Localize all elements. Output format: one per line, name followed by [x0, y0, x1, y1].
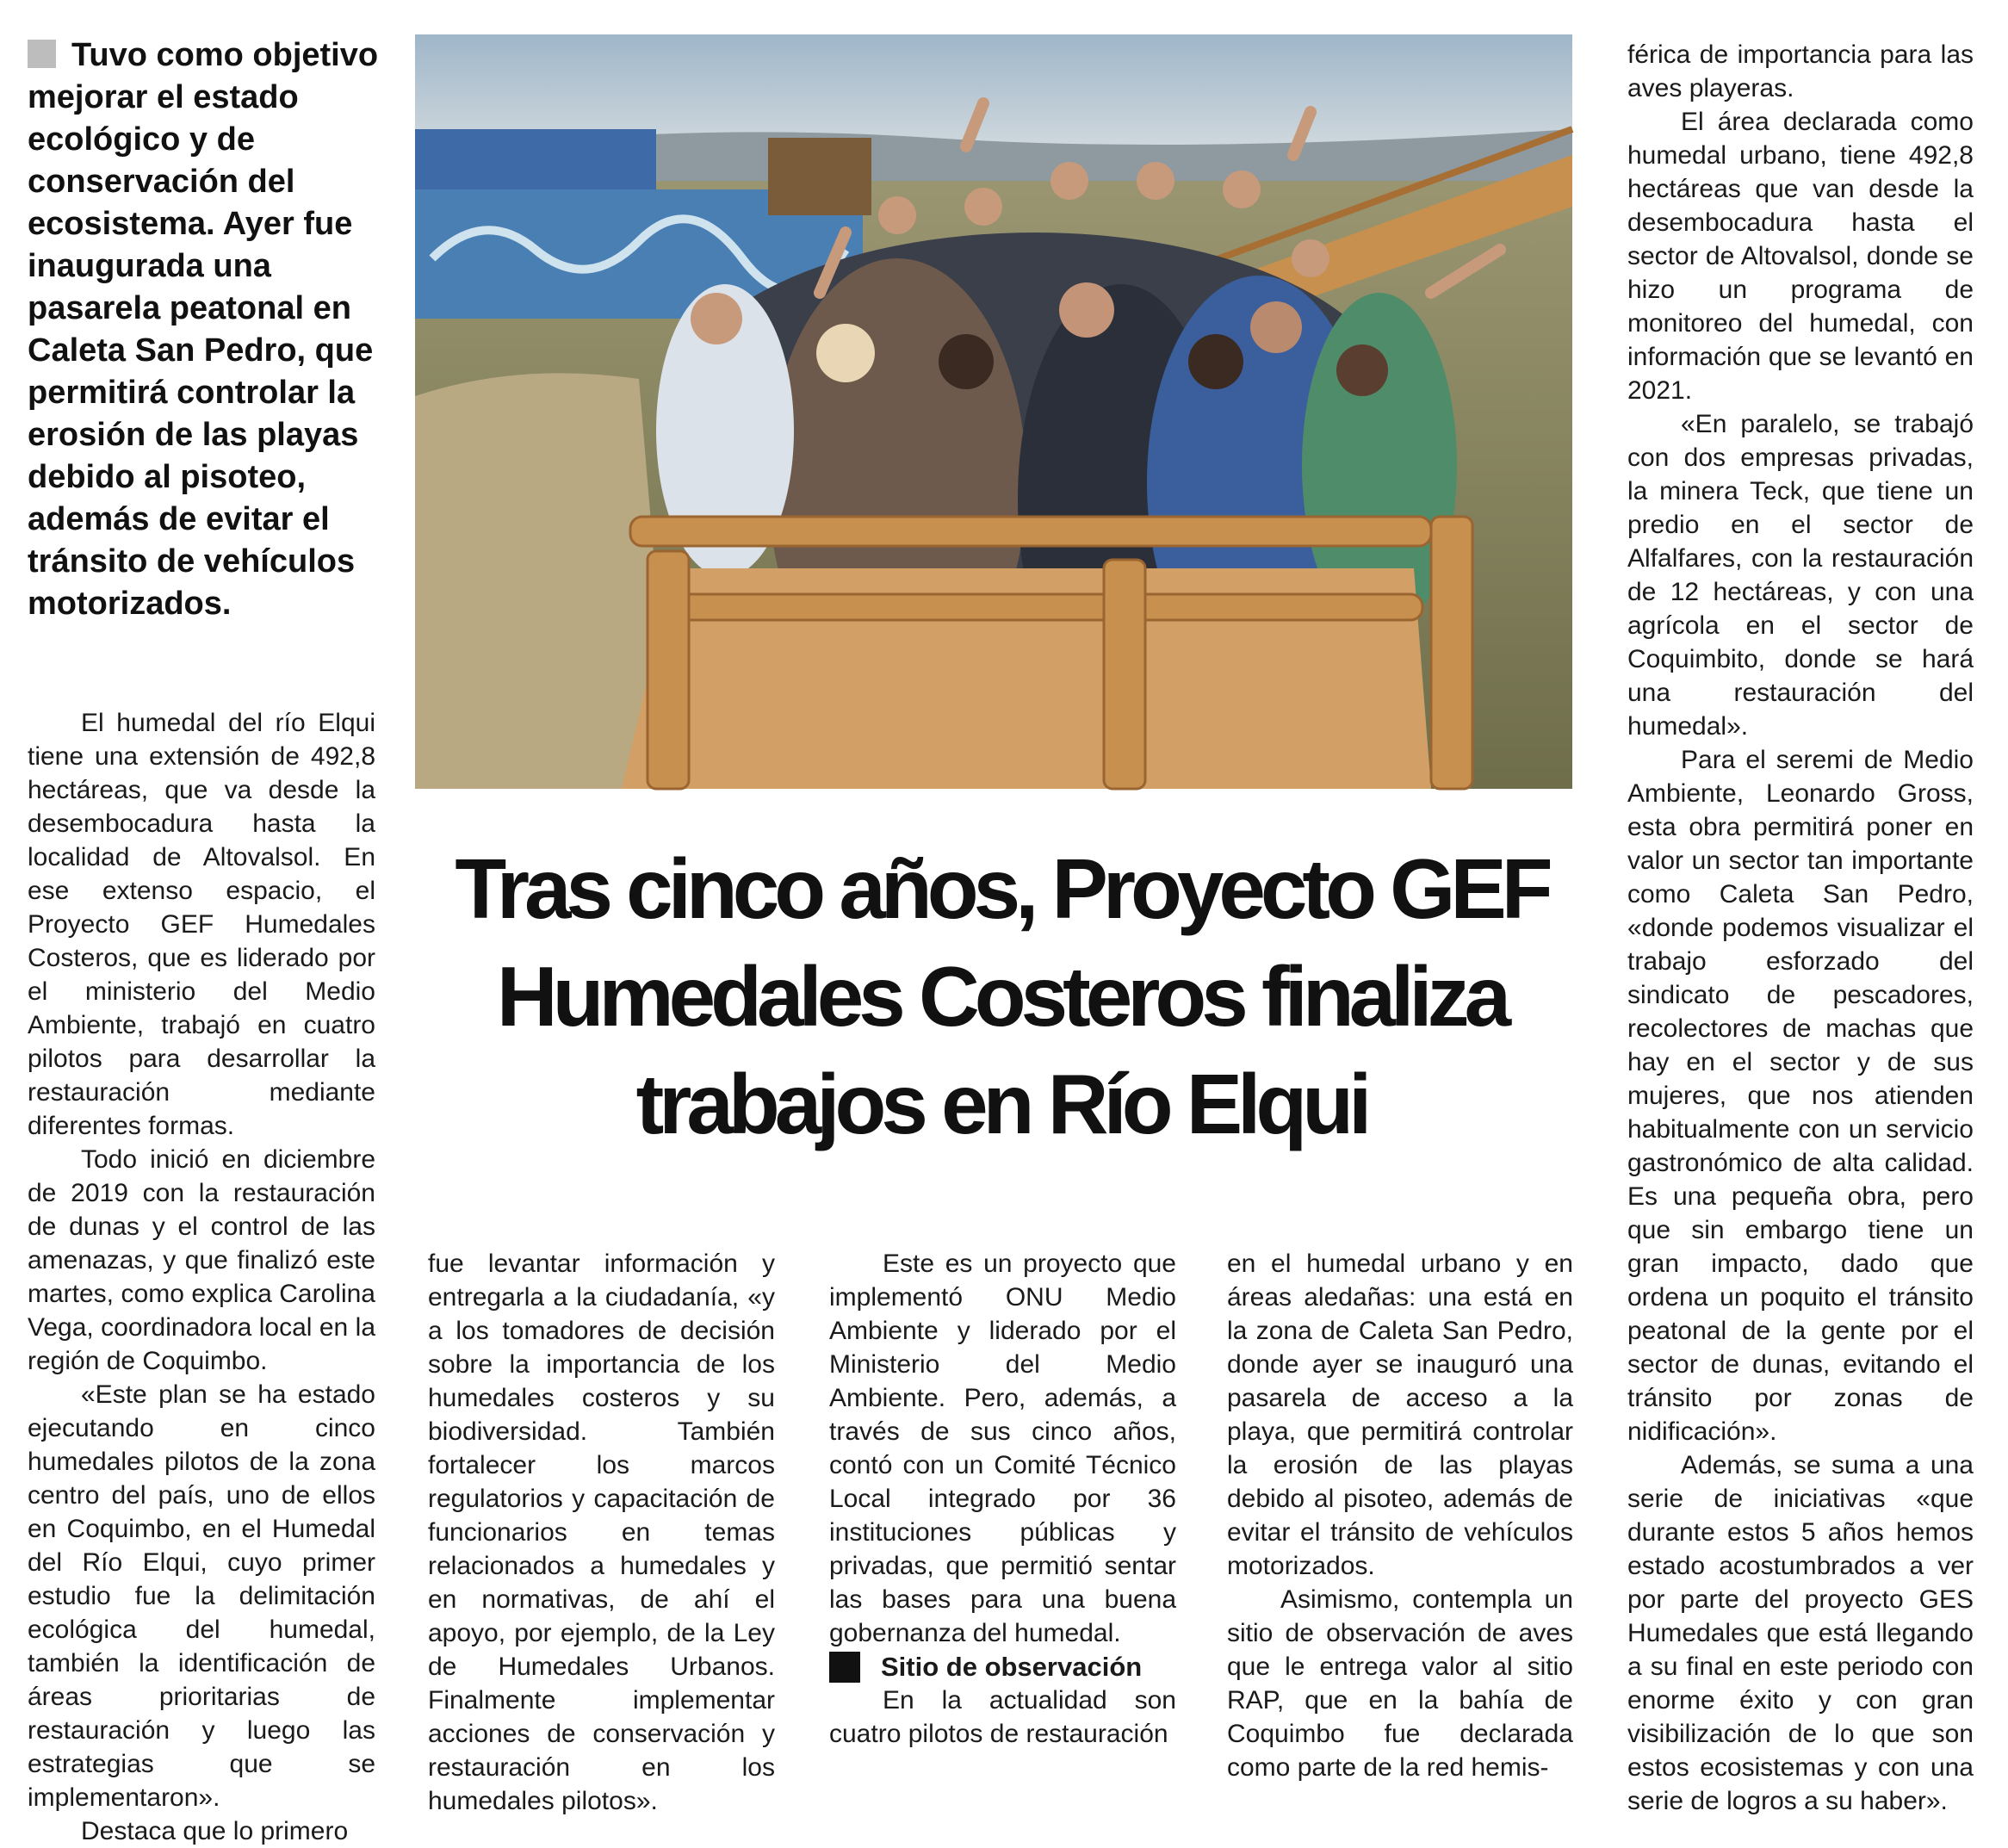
lead-text: Tuvo como objetivo mejorar el estado ecológico y de conservación del ecosistema. Ayer fue inaugurada una pasarela peatonal en Caleta San Pedro, que permitirá controlar la erosión de las playas debido al pisoteo, además de evitar el tránsito de vehículos motorizados.	[28, 37, 379, 622]
sand-path	[415, 373, 673, 789]
paragraph: El área declarada como humedal urbano, tiene 492,8 hectáreas que van desde la desembocadura hasta el sector de Altovalsol, donde se hizo un programa de monitoreo del humedal, con información que se levantó en 2021.	[1627, 108, 1974, 405]
paragraph: El humedal del río Elqui tiene una extensión de 492,8 hectáreas, que va desde la desembocadura hasta la localidad de Altovalsol. En ese extenso espacio, el Proyecto GEF Humedales Costeros, que es liderado por el ministerio del Medio Ambiente, trabajó en cuatro pilotos para desarrollar la restauración mediante diferentes formas.	[28, 709, 375, 1140]
paragraph: Asimismo, contempla un sitio de observación de aves que le entrega valor al sitio RAP, que en la bahía de Coquimbo fue declarada como parte de la red hemis-	[1227, 1585, 1573, 1782]
paragraph: fue levantar información y entregarla a la ciudadanía, «y a los tomadores de decisión sobre la importancia de los humedales costeros y su biodiversidad. También fortalecer los marcos regulatorios y capacitación de funcionarios en temas relacionados a humedales y en normativas, de ahí el apoyo, por ejemplo, de la Ley de Humedales Urbanos. Finalmente implementar acciones de conservación y restauración en los humedales pilotos».	[428, 1250, 775, 1815]
article-photo	[415, 34, 1572, 789]
body-column-4	[1227, 1247, 1573, 1798]
headline	[406, 835, 1596, 1158]
paragraph: Para el seremi de Medio Ambiente, Leonardo Gross, esta obra permitirá poner en valor un sector tan importante como Caleta San Pedro, «donde podemos visualizar el trabajo esforzado del sindicato de pescadores, recolectores de machas que hay en el sector y de sus mujeres, que nos atienden habitualmente con un servicio gastronómico de alta calidad. Es una pequeña obra, pero que sin embargo tiene un gran impacto, dado que ordena un poquito el tránsito peatonal de la gente por el sector de dunas, evitando el tránsito por zonas de nidificación».	[1627, 746, 1974, 1446]
wooden-shed	[768, 138, 871, 215]
body-column-1	[28, 706, 375, 1845]
paragraph: Destaca que lo primero	[81, 1817, 349, 1845]
paragraph: «En paralelo, se trabajó con dos empresas privadas, la minera Teck, que tiene un predio en el sector de Alfalfares, con la restauración de 12 hectáreas, y con una agrícola en el sector de Coquimbito, donde se hará una restauración del humedal».	[1627, 410, 1974, 741]
subheading-text: Sitio de observación	[881, 1652, 1143, 1682]
subheading	[829, 1650, 1176, 1684]
paragraph: férica de importancia para las aves playeras.	[1627, 40, 1974, 102]
headline-line-1: Tras cinco años, Proyecto GEF	[455, 841, 1548, 936]
headline-line-2: Humedales Costeros finaliza	[496, 949, 1507, 1044]
paragraph: «Este plan se ha estado ejecutando en cinco humedales pilotos de la zona centro del país, uno de ellos en Coquimbo, en el Humedal del Río Elqui, cuyo primer estudio fue la delimitación ecológica del humedal, también la identificación de áreas prioritarias de restauración y luego las estrategias que se implementaron».	[28, 1380, 375, 1812]
body-column-5	[1627, 38, 1974, 1815]
article-lead	[28, 34, 382, 625]
paragraph: Todo inició en diciembre de 2019 con la restauración de dunas y el control de las amenazas, y que finalizó este martes, como explica Carolina Vega, coordinadora local en la región de Coquimbo.	[28, 1145, 375, 1375]
headline-line-3: trabajos en Río Elqui	[635, 1057, 1367, 1151]
body-column-3	[829, 1247, 1176, 1798]
paragraph: Este es un proyecto que implementó ONU Medio Ambiente y liderado por el Ministerio del Medio Ambiente. Pero, además, a través de sus cinco años, contó con un Comité Técnico Local integrado por 36 instituciones públicas y privadas, que permitió sentar las bases para una buena gobernanza del humedal.	[829, 1250, 1176, 1647]
paragraph: Además, se suma a una serie de iniciativas «que durante estos 5 años hemos estado acostumbrados a ver por parte del proyecto GES Humedales que está llegando a su final en este periodo con enorme éxito y con gran visibilización de lo que son estos ecosistemas y con una serie de logros a su haber».	[1627, 1451, 1974, 1815]
group-photo-illustration	[415, 34, 1572, 789]
subheading-marker-square	[829, 1652, 860, 1683]
lead-marker-square	[28, 40, 56, 68]
body-column-2	[428, 1247, 775, 1815]
paragraph: en el humedal urbano y en áreas aledañas: una está en la zona de Caleta San Pedro, donde ayer se inauguró una pasarela de acceso a la playa, que permitirá controlar la erosión de las playas debido al pisoteo, además de evitar el tránsito de vehículos motorizados.	[1227, 1250, 1573, 1580]
paragraph: En la actualidad son cuatro pilotos de restauración	[829, 1686, 1176, 1748]
